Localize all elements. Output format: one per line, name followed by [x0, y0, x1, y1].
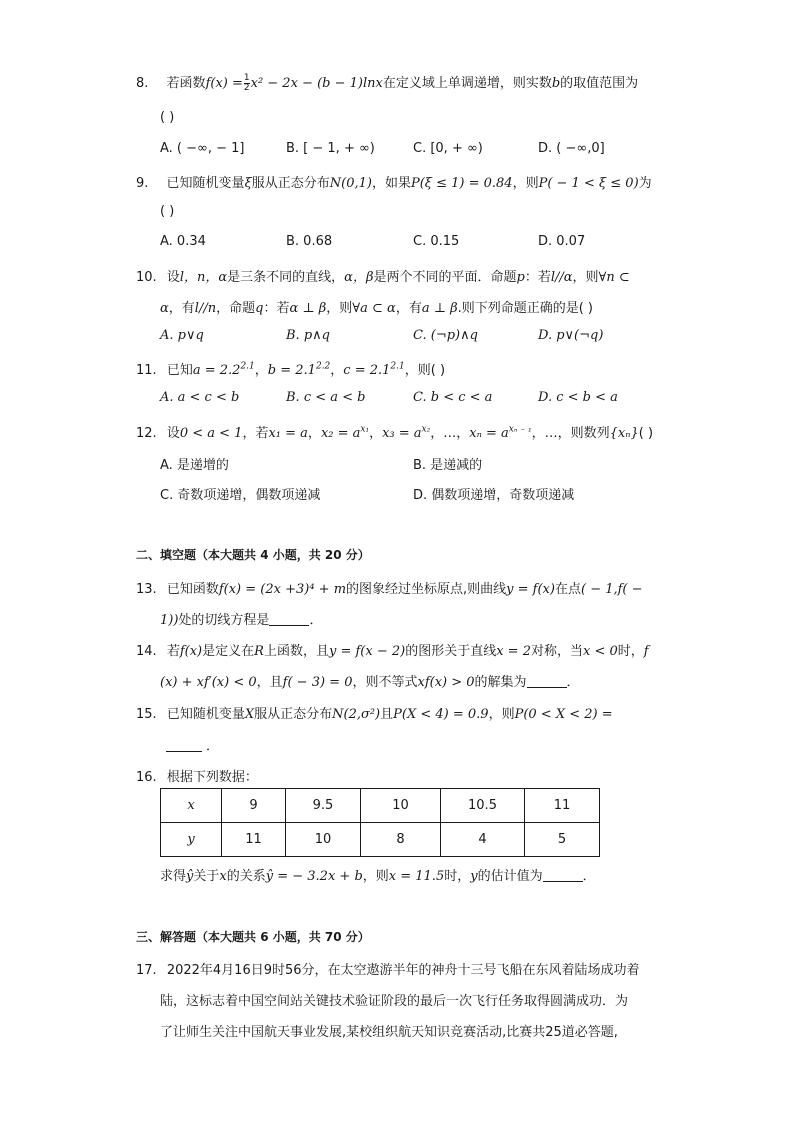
q17-number: 17. [136, 963, 157, 978]
q10-option-d[interactable]: D. p∨(¬q) [538, 328, 604, 343]
q11-option-c[interactable]: C. b < c < a [413, 390, 493, 405]
q10-option-b[interactable]: B. p∧q [286, 328, 330, 343]
q10-option-a[interactable]: A. p∨q [160, 328, 204, 343]
q15-answer-blank[interactable] [166, 739, 202, 752]
table-cell: 11 [525, 789, 600, 823]
table-cell: 4 [441, 823, 525, 857]
q9-option-a[interactable]: A. 0.34 [160, 234, 206, 249]
table-cell: 8 [361, 823, 441, 857]
table-header-x: x [161, 789, 222, 823]
q11-option-b[interactable]: B. c < a < b [286, 390, 366, 405]
q11-line1: 11. 已知$a = 2.2^{2.1}$，$b = 2.1^{2.2}$，$c = 2.1^{2.1}$，则( ) [136, 361, 446, 378]
q17-line2: 陆，这标志着中国空间站关键技术验证阶段的最后一次飞行任务取得圆满成功．为 [160, 994, 629, 1009]
q12-number: 12. [136, 426, 157, 441]
q14-number: 14. [136, 644, 157, 659]
q14-answer-blank[interactable] [527, 675, 567, 688]
q8-number: 8. [136, 76, 149, 91]
q15-line1: 15. 已知随机变量X服从正态分布N(2,σ²)且P(X < 4) = 0.9，则P(0 < X < 2) = [136, 707, 613, 722]
q17-line1: 17. 2022年4月16日9时56分，在太空遨游半年的神舟十三号飞船在东风着陆场成功着 [136, 963, 640, 978]
q16-data-table [160, 788, 600, 857]
q9-number: 9. [136, 176, 149, 191]
q8-option-a[interactable]: A. ( −∞, − 1] [160, 141, 245, 156]
q9-paren: ( ) [160, 204, 175, 219]
q15-number: 15. [136, 707, 157, 722]
q10-line2: α，有l//n，命题q：若α ⊥ β，则∀a ⊂ α，有a ⊥ β.则下列命题正确的是( ) [160, 301, 594, 316]
q14-line2: (x) + xf′(x) < 0，且f( − 3) = 0，则不等式xf(x) > 0的解集为 ． [160, 675, 580, 690]
q13-number: 13. [136, 582, 157, 597]
section3-heading: 三、解答题（本大题共 6 小题，共 70 分） [136, 930, 370, 944]
section2-heading: 二、填空题（本大题共 4 小题，共 20 分） [136, 548, 370, 562]
q9-option-d[interactable]: D. 0.07 [538, 234, 586, 249]
q9-line1: 9. 已知随机变量ξ服从正态分布N(0,1)，如果P(ξ ≤ 1) = 0.84，则P( − 1 < ξ ≤ 0)为 [136, 176, 652, 191]
q16-answer-blank[interactable] [543, 869, 583, 882]
table-cell: 5 [525, 823, 600, 857]
q8-option-c[interactable]: C. [0, + ∞) [413, 141, 483, 156]
q13-line2: 1))处的切线方程是 ． [160, 613, 323, 628]
q10-option-c[interactable]: C. (¬p)∧q [413, 328, 478, 343]
q12-line1: 12. 设0 < a < 1，若x₁ = a，$x_2 = a^{x_1}$，$x_3 = a^{x_2}$，…，$x_n = a^{x_n _- _1}$，…，则数列{xₙ}( ) [136, 424, 654, 441]
table-row [161, 789, 600, 823]
q10-number: 10. [136, 270, 157, 285]
table-cell: 10.5 [441, 789, 525, 823]
table-cell: 10 [286, 823, 361, 857]
q12-option-d[interactable]: D. 偶数项递增，奇数项递减 [413, 488, 575, 503]
q8-option-d[interactable]: D. ( −∞,0] [538, 141, 605, 156]
q11-option-d[interactable]: D. c < b < a [538, 390, 618, 405]
q8-paren: ( ) [160, 110, 175, 125]
q9-option-c[interactable]: C. 0.15 [413, 234, 460, 249]
table-cell: 10 [361, 789, 441, 823]
q16-line2: 求得ŷ关于x的关系ŷ = − 3.2x + b，则x = 11.5时，y的估计值为 ． [160, 869, 596, 884]
table-row [161, 823, 600, 857]
q15-line2: ． [166, 735, 219, 754]
q12-option-b[interactable]: B. 是递减的 [413, 458, 483, 473]
q12-option-a[interactable]: A. 是递增的 [160, 458, 229, 473]
table-header-y: y [161, 823, 222, 857]
q10-line1: 10. 设l，n，α是三条不同的直线，α，β是两个不同的平面．命题p：若l//α，则∀n ⊂ [136, 270, 630, 285]
q17-line3: 了让师生关注中国航天事业发展,某校组织航天知识竞赛活动,比赛共25道必答题, [160, 1025, 618, 1040]
q8-option-b[interactable]: B. [ − 1, + ∞) [286, 141, 375, 156]
q11-number: 11. [136, 363, 157, 378]
q16-line1: 16. 根据下列数据： [136, 770, 258, 785]
q12-option-c[interactable]: C. 奇数项递增，偶数项递减 [160, 488, 321, 503]
q11-option-a[interactable]: A. a < c < b [160, 390, 240, 405]
q16-number: 16. [136, 770, 157, 785]
table-cell: 9 [222, 789, 286, 823]
q13-line1: 13. 已知函数f(x) = (2x +3)⁴ + m的图象经过坐标原点,则曲线y = f(x)在点( − 1,f( − [136, 582, 643, 597]
q9-option-b[interactable]: B. 0.68 [286, 234, 333, 249]
q8-fraction: $\frac{1}{2}$ [243, 73, 250, 93]
q14-line1: 14. 若f(x)是定义在R上函数，且y = f(x − 2)的图形关于直线x = 2对称，当x < 0时，f [136, 644, 649, 659]
table-cell: 11 [222, 823, 286, 857]
q13-answer-blank[interactable] [269, 613, 309, 626]
q8-line1: 8. 若函数f(x) = $\frac{1}{2}$ x² − 2x − (b − 1)lnx在定义域上单调递增，则实数b的取值范围为 [136, 73, 639, 93]
table-cell: 9.5 [286, 789, 361, 823]
